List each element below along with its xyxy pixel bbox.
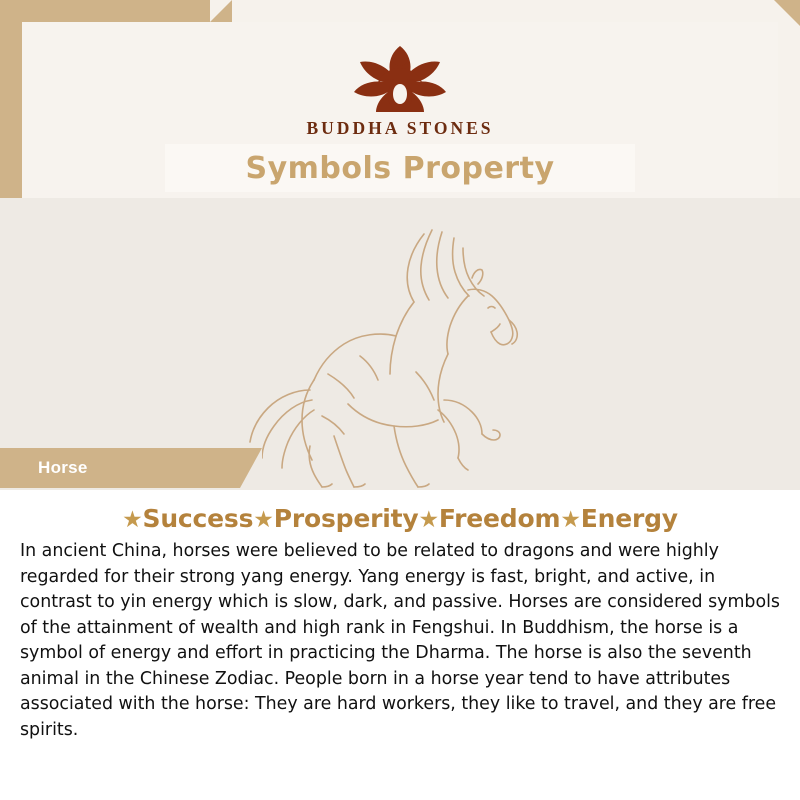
keyword-4: Energy — [580, 504, 678, 533]
label-tag-notch — [240, 448, 262, 488]
title-bar — [165, 144, 635, 192]
star-icon-1: ★ — [122, 507, 143, 533]
corner-decoration-top-left-horizontal — [0, 0, 232, 22]
page-title: Symbols Property — [245, 150, 555, 186]
keyword-1: Success — [142, 504, 254, 533]
content-panel — [0, 490, 800, 800]
lotus-meditation-figure-icon — [320, 28, 480, 116]
brand-name: BUDDHA STONES — [306, 118, 494, 138]
brand-logo — [0, 28, 800, 139]
keyword-3: Freedom — [438, 504, 561, 533]
description-paragraph: In ancient China, horses were believed to be related to dragons and were highly regarded for their strong yang energy. Yang energy is fast, bright, and active, in contrast to yin energy which is slow, dark, and passive. Horses are considered symbols of the attainment of wealth and high rank in Fengshui. In Buddhism, the horse is a symbol of energy and effort in practicing the Dharma. The horse is also the seventh animal in the Chinese Zodiac. People born in a horse year tend to have attributes associated with the horse: They are hard workers, they like to travel, and they are free spirits. — [20, 541, 780, 741]
star-icon-4: ★ — [560, 507, 581, 533]
rearing-horse-line-drawing — [210, 204, 590, 489]
bottom-edge — [0, 794, 800, 800]
star-icon-2: ★ — [253, 507, 274, 533]
corner-decoration-diagonal — [210, 0, 232, 22]
star-icon-3: ★ — [418, 507, 439, 533]
keyword-list — [0, 504, 800, 533]
label-tag-text: Horse — [38, 458, 88, 477]
keyword-2: Prosperity — [273, 504, 419, 533]
illustration-panel — [0, 198, 800, 490]
